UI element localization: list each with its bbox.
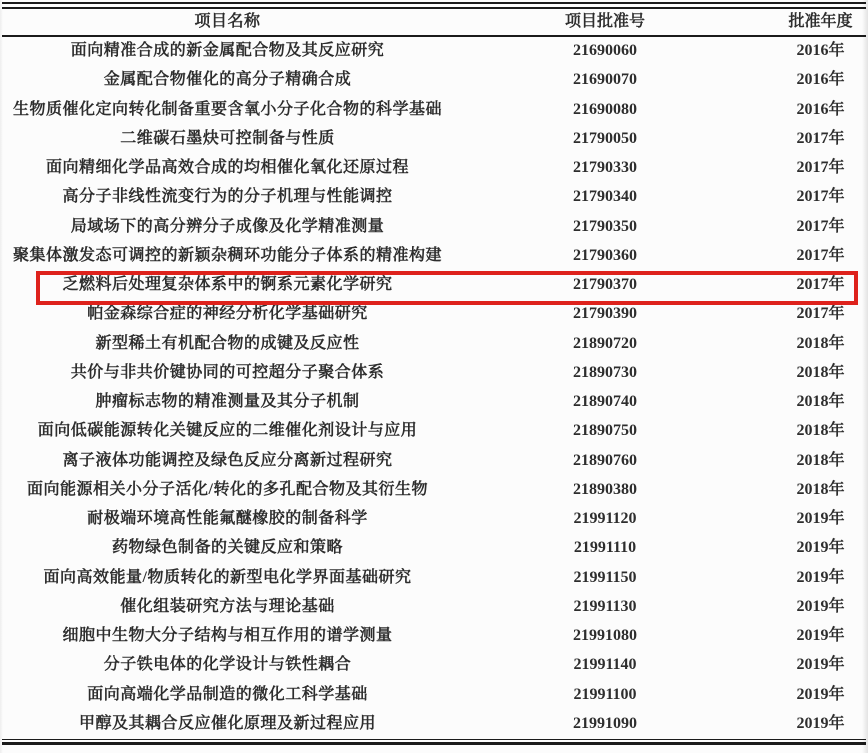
- approval-year-cell: 2019年: [796, 539, 845, 557]
- approval-year-cell: 2016年: [796, 100, 845, 118]
- project-number-cell: 21890740: [573, 393, 637, 411]
- scan-artifact-left-edge: [0, 0, 3, 753]
- project-name-cell: 催化组装研究方法与理论基础: [120, 597, 335, 615]
- project-name-cell: 共价与非共价键协同的可控超分子聚合体系: [70, 363, 385, 381]
- table-row: [0, 241, 868, 270]
- project-number-cell: 21690060: [573, 42, 637, 60]
- project-name-cell: 分子铁电体的化学设计与铁性耦合: [103, 656, 352, 674]
- table-header-row: [0, 9, 868, 35]
- project-number-cell: 21991080: [573, 627, 637, 645]
- approval-year-cell: 2017年: [796, 305, 845, 323]
- project-number-cell: 21991090: [573, 714, 637, 732]
- project-name-cell: 生物质催化定向转化制备重要含氧小分子化合物的科学基础: [12, 100, 442, 118]
- table-row: [0, 66, 868, 95]
- table-row: [0, 592, 868, 621]
- approval-year-cell: 2017年: [796, 276, 845, 294]
- project-number-cell: 21790390: [573, 305, 637, 323]
- project-number-cell: 21991150: [573, 568, 637, 586]
- approval-year-cell: 2018年: [796, 422, 845, 440]
- table-row: [0, 154, 868, 183]
- approval-year-cell: 2019年: [796, 685, 845, 703]
- project-number-cell: 21991140: [573, 656, 637, 674]
- approval-year-cell: 2019年: [796, 568, 845, 586]
- approval-year-cell: 2017年: [796, 246, 845, 264]
- table-bottom-rule-inner: [2, 739, 866, 741]
- project-number-cell: 21790360: [573, 246, 637, 264]
- project-number-cell: 21890750: [573, 422, 637, 440]
- table-row: [0, 329, 868, 358]
- table-row: [0, 183, 868, 212]
- table-body: [0, 37, 868, 739]
- table-row: [0, 651, 868, 680]
- project-number-cell: 21790350: [573, 217, 637, 235]
- approval-year-cell: 2019年: [796, 627, 845, 645]
- project-name-cell: 甲醇及其耦合反应催化原理及新过程应用: [78, 714, 376, 732]
- project-number-cell: 21991100: [573, 685, 637, 703]
- project-name-cell: 帕金森综合症的神经分析化学基础研究: [87, 305, 368, 323]
- project-number-cell: 21790050: [573, 129, 637, 147]
- project-name-cell: 离子液体功能调控及绿色反应分离新过程研究: [62, 451, 393, 469]
- funding-projects-table: [0, 2, 868, 745]
- table-row: [0, 534, 868, 563]
- project-number-cell: 21690080: [573, 100, 637, 118]
- table-row: [0, 563, 868, 592]
- project-number-cell: 21890720: [573, 334, 637, 352]
- table-row: [0, 446, 868, 475]
- table-row: [0, 95, 868, 124]
- project-name-cell: 面向低碳能源转化关键反应的二维催化剂设计与应用: [37, 422, 418, 440]
- approval-year-cell: 2017年: [796, 217, 845, 235]
- project-name-cell: 局域场下的高分辨分子成像及化学精准测量: [70, 217, 385, 235]
- project-name-cell: 高分子非线性流变行为的分子机理与性能调控: [62, 188, 393, 206]
- approval-year-cell: 2017年: [796, 159, 845, 177]
- project-name-cell: 面向精准合成的新金属配合物及其反应研究: [70, 42, 385, 60]
- project-name-cell: 二维碳石墨炔可控制备与性质: [120, 129, 335, 147]
- project-name-cell: 肿瘤标志物的精准测量及其分子机制: [95, 393, 360, 411]
- table-top-rule-outer: [2, 2, 866, 4]
- table-row: [0, 212, 868, 241]
- table-row: [0, 680, 868, 709]
- header-approval-year: 批准年度: [788, 12, 853, 30]
- table-row: [0, 271, 868, 300]
- project-name-cell: 面向高效能量/物质转化的新型电化学界面基础研究: [43, 568, 412, 586]
- approval-year-cell: 2017年: [796, 188, 845, 206]
- approval-year-cell: 2017年: [796, 129, 845, 147]
- table-row: [0, 37, 868, 66]
- project-number-cell: 21690070: [573, 71, 637, 89]
- project-number-cell: 21991120: [573, 510, 637, 528]
- project-name-cell: 耐极端环境高性能氟醚橡胶的制备科学: [87, 510, 368, 528]
- project-name-cell: 细胞中生物大分子结构与相互作用的谱学测量: [62, 627, 393, 645]
- project-number-cell: 21890730: [573, 363, 637, 381]
- project-name-cell: 金属配合物催化的高分子精确合成: [103, 71, 352, 89]
- table-row: [0, 388, 868, 417]
- table-row: [0, 358, 868, 387]
- project-number-cell: 21890760: [573, 451, 637, 469]
- project-number-cell: 21991130: [573, 597, 637, 615]
- project-name-cell: 面向精细化学品高效合成的均相催化氧化还原过程: [45, 159, 409, 177]
- project-name-cell: 新型稀土有机配合物的成键及反应性: [95, 334, 360, 352]
- project-number-cell: 21890380: [573, 480, 637, 498]
- approval-year-cell: 2018年: [796, 334, 845, 352]
- project-name-cell: 面向能源相关小分子活化/转化的多孔配合物及其衍生物: [27, 480, 428, 498]
- table-row: [0, 417, 868, 446]
- project-name-cell: 面向高端化学品制造的微化工科学基础: [87, 685, 368, 703]
- table-row: [0, 300, 868, 329]
- project-name-cell: 药物绿色制备的关键反应和策略: [111, 539, 343, 557]
- table-row: [0, 622, 868, 651]
- table-row: [0, 709, 868, 738]
- header-project-name: 项目名称: [194, 12, 261, 30]
- project-name-cell: 聚集体激发态可调控的新颖杂稠环功能分子体系的精准构建: [12, 246, 442, 264]
- approval-year-cell: 2018年: [796, 363, 845, 381]
- project-name-cell: 乏燃料后处理复杂体系中的锕系元素化学研究: [62, 276, 393, 294]
- approval-year-cell: 2016年: [796, 71, 845, 89]
- project-number-cell: 21790330: [573, 159, 637, 177]
- project-number-cell: 21790370: [573, 276, 637, 294]
- approval-year-cell: 2019年: [796, 597, 845, 615]
- approval-year-cell: 2016年: [796, 42, 845, 60]
- project-number-cell: 21790340: [573, 188, 637, 206]
- table-row: [0, 505, 868, 534]
- table-bottom-rule-outer: [2, 742, 866, 745]
- approval-year-cell: 2019年: [796, 714, 845, 732]
- scan-artifact-right-edge: [862, 0, 868, 753]
- project-number-cell: 21991110: [573, 539, 637, 557]
- table-row: [0, 124, 868, 153]
- table-row: [0, 475, 868, 504]
- approval-year-cell: 2018年: [796, 451, 845, 469]
- approval-year-cell: 2019年: [796, 656, 845, 674]
- approval-year-cell: 2018年: [796, 393, 845, 411]
- header-project-number: 项目批准号: [564, 12, 645, 30]
- approval-year-cell: 2018年: [796, 480, 845, 498]
- approval-year-cell: 2019年: [796, 510, 845, 528]
